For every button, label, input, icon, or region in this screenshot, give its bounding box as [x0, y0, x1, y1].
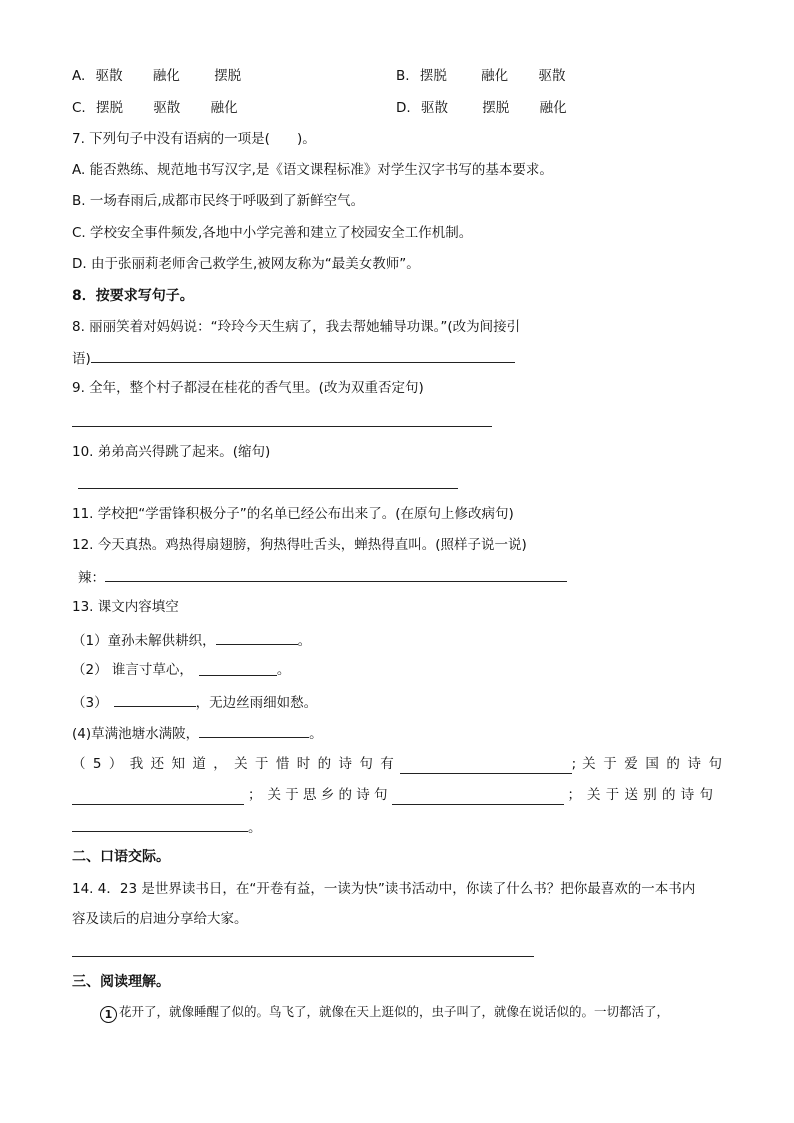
q8-line2 — [72, 347, 515, 369]
distributed-char: 句 — [708, 756, 722, 772]
q13-item-3 — [72, 691, 317, 713]
q10-answer-line[interactable] — [78, 488, 458, 489]
word: 融化 — [152, 68, 180, 84]
distributed-char: ， — [213, 756, 227, 772]
q13-item-1-blank[interactable] — [216, 629, 298, 645]
paragraph-number-badge: 1 — [100, 1006, 117, 1023]
q12-answer — [78, 566, 567, 588]
q9-answer-line[interactable] — [72, 426, 492, 427]
distributed-char: （ — [72, 756, 86, 772]
period: 。 — [309, 726, 323, 742]
q13-item-4 — [72, 722, 323, 744]
section-8-heading: 8．按要求写句子。 — [72, 288, 194, 304]
q8-line1: 8. 丽丽笑着对妈妈说：“玲玲今天生病了，我去帮她辅导功课。”(改为间接引 — [72, 319, 521, 335]
q7-option-d: D. 由于张丽莉老师舍己救学生,被网友称为“最美女教师”。 — [72, 256, 420, 272]
q13-item-4-blank[interactable] — [199, 722, 309, 738]
distributed-char: 于 — [605, 787, 620, 803]
option-label: C. — [72, 100, 86, 116]
distributed-char: 还 — [150, 756, 165, 772]
q13-item-1 — [72, 629, 311, 651]
q13-item-4-text: (4)草满池塘水满陂， — [72, 726, 200, 742]
semicolon: ; — [571, 756, 577, 772]
distributed-char: 于 — [603, 756, 617, 772]
distributed-char: 道 — [192, 756, 206, 772]
q13-item-5-homesick-label — [268, 785, 388, 805]
q14-line2: 容及读后的启迪分享给大家。 — [72, 911, 248, 927]
distributed-char: 惜 — [275, 756, 290, 772]
q12-text: 12. 今天真热。鸡热得扇翅膀，狗热得吐舌头，蝉热得直叫。(照样子说一说) — [72, 537, 527, 553]
q13-item-5-line3 — [72, 816, 262, 838]
q13-item-5-line2 — [72, 785, 722, 805]
q7-option-c: C. 学校安全事件频发,各地中小学完善和建立了校园安全工作机制。 — [72, 225, 473, 241]
semicolon: ； — [248, 787, 262, 803]
period: 。 — [297, 633, 312, 649]
word: 摆脱 — [482, 100, 510, 116]
distributed-char: 送 — [624, 787, 638, 803]
word: 驱散 — [95, 68, 123, 84]
q13-item-2 — [72, 660, 290, 680]
q13-item-5-patriot-label — [582, 754, 722, 774]
q6-option-b — [396, 66, 565, 86]
distributed-char: 的 — [662, 787, 676, 803]
distributed-char: 的 — [317, 756, 332, 772]
q13-item-5-blank-farewell[interactable] — [72, 816, 248, 832]
q13-item-5-lead — [72, 754, 394, 774]
period: 。 — [276, 662, 291, 678]
q6-option-d — [396, 98, 567, 118]
distributed-char: 知 — [171, 756, 185, 772]
q13-item-5-farewell-label — [587, 785, 713, 805]
semicolon: ； — [567, 787, 581, 803]
word: 摆脱 — [419, 68, 447, 84]
section-3-heading: 三、阅读理解。 — [72, 974, 170, 990]
distributed-char: 思 — [303, 787, 317, 803]
distributed-char: 于 — [254, 756, 269, 772]
q13-item-2-blank[interactable] — [199, 660, 277, 676]
q12-label: 辣： — [78, 570, 105, 586]
q13-item-3-label: （3） — [72, 695, 108, 711]
distributed-char: 关 — [582, 756, 596, 772]
q14-answer-line[interactable] — [72, 956, 534, 957]
period: 。 — [248, 820, 262, 836]
distributed-char: 乡 — [320, 787, 335, 803]
word: 驱散 — [153, 100, 181, 116]
reading-paragraph-1 — [100, 1002, 669, 1023]
q6-option-c — [72, 98, 238, 118]
distributed-char: 句 — [359, 756, 373, 772]
distributed-char: 诗 — [680, 787, 695, 803]
distributed-char: 诗 — [687, 756, 701, 772]
q10-text: 10. 弟弟高兴得跳了起来。(缩句) — [72, 444, 271, 460]
option-label: D. — [396, 100, 411, 116]
word: 摆脱 — [96, 100, 124, 116]
q8-line2-text: 语) — [72, 351, 91, 367]
distributed-char: 别 — [643, 787, 657, 803]
word: 融化 — [481, 68, 509, 84]
word: 驱散 — [538, 68, 566, 84]
distributed-char: 5 — [92, 756, 102, 772]
q13-item-2-text: （2） 谁言寸草心， — [72, 662, 193, 678]
q6-option-a — [72, 66, 241, 86]
distributed-char: 于 — [285, 787, 299, 803]
distributed-char: 国 — [645, 756, 659, 772]
distributed-char: 句 — [699, 787, 713, 803]
q7-option-b: B. 一场春雨后,成都市民终于呼吸到了新鲜空气。 — [72, 193, 365, 209]
distributed-char: 有 — [380, 756, 394, 772]
q7-option-a: A. 能否熟练、规范地书写汉字,是《语文课程标准》对学生汉字书写的基本要求。 — [72, 162, 553, 178]
section-2-heading: 二、口语交际。 — [72, 849, 170, 865]
distributed-char: 诗 — [338, 756, 352, 772]
q9-text: 9. 全年，整个村子都浸在桂花的香气里。(改为双重否定句) — [72, 380, 424, 396]
distributed-char: 关 — [267, 787, 281, 803]
word: 驱散 — [420, 100, 448, 116]
distributed-char: 爱 — [624, 756, 638, 772]
word: 摆脱 — [214, 68, 242, 84]
word: 融化 — [210, 100, 238, 116]
distributed-char: 的 — [338, 787, 352, 803]
q13-item-5-line1 — [72, 754, 722, 774]
q14-line1: 14. 4．23 是世界读书日，在“开卷有益，一读为快”读书活动中，你读了什么书？把你最喜欢的一本书内 — [72, 881, 696, 897]
distributed-char: 的 — [666, 756, 680, 772]
q13-item-3-text: ，无边丝雨细如愁。 — [195, 695, 318, 711]
distributed-char: 时 — [296, 756, 311, 772]
q13-item-5-blank-time[interactable] — [400, 758, 572, 774]
q7-stem: 7. 下列句子中没有语病的一项是( )。 — [72, 131, 316, 147]
q13-item-5-blank-patriot[interactable] — [72, 789, 244, 805]
q13-item-3-blank[interactable] — [114, 691, 196, 707]
distributed-char: 诗 — [356, 787, 370, 803]
q13-item-5-blank-homesick[interactable] — [392, 789, 564, 805]
option-label: A. — [72, 68, 86, 84]
distributed-char: ） — [108, 756, 123, 772]
reading-paragraph-1-text: 花开了，就像睡醒了似的。鸟飞了，就像在天上逛似的，虫子叫了，就像在说话似的。一切都活了， — [119, 1004, 670, 1019]
distributed-char: 关 — [587, 787, 601, 803]
distributed-char: 我 — [129, 756, 144, 772]
distributed-char: 句 — [374, 787, 388, 803]
q8-answer-blank[interactable] — [91, 347, 515, 363]
q13-item-1-text: （1）童孙未解供耕织， — [72, 633, 216, 649]
distributed-char: 关 — [234, 756, 248, 772]
q12-answer-blank[interactable] — [105, 566, 567, 582]
q11-text: 11. 学校把“学雷锋积极分子”的名单已经公布出来了。(在原句上修改病句) — [72, 506, 514, 522]
word: 融化 — [539, 100, 567, 116]
q13-title: 13. 课文内容填空 — [72, 599, 179, 615]
option-label: B. — [396, 68, 410, 84]
